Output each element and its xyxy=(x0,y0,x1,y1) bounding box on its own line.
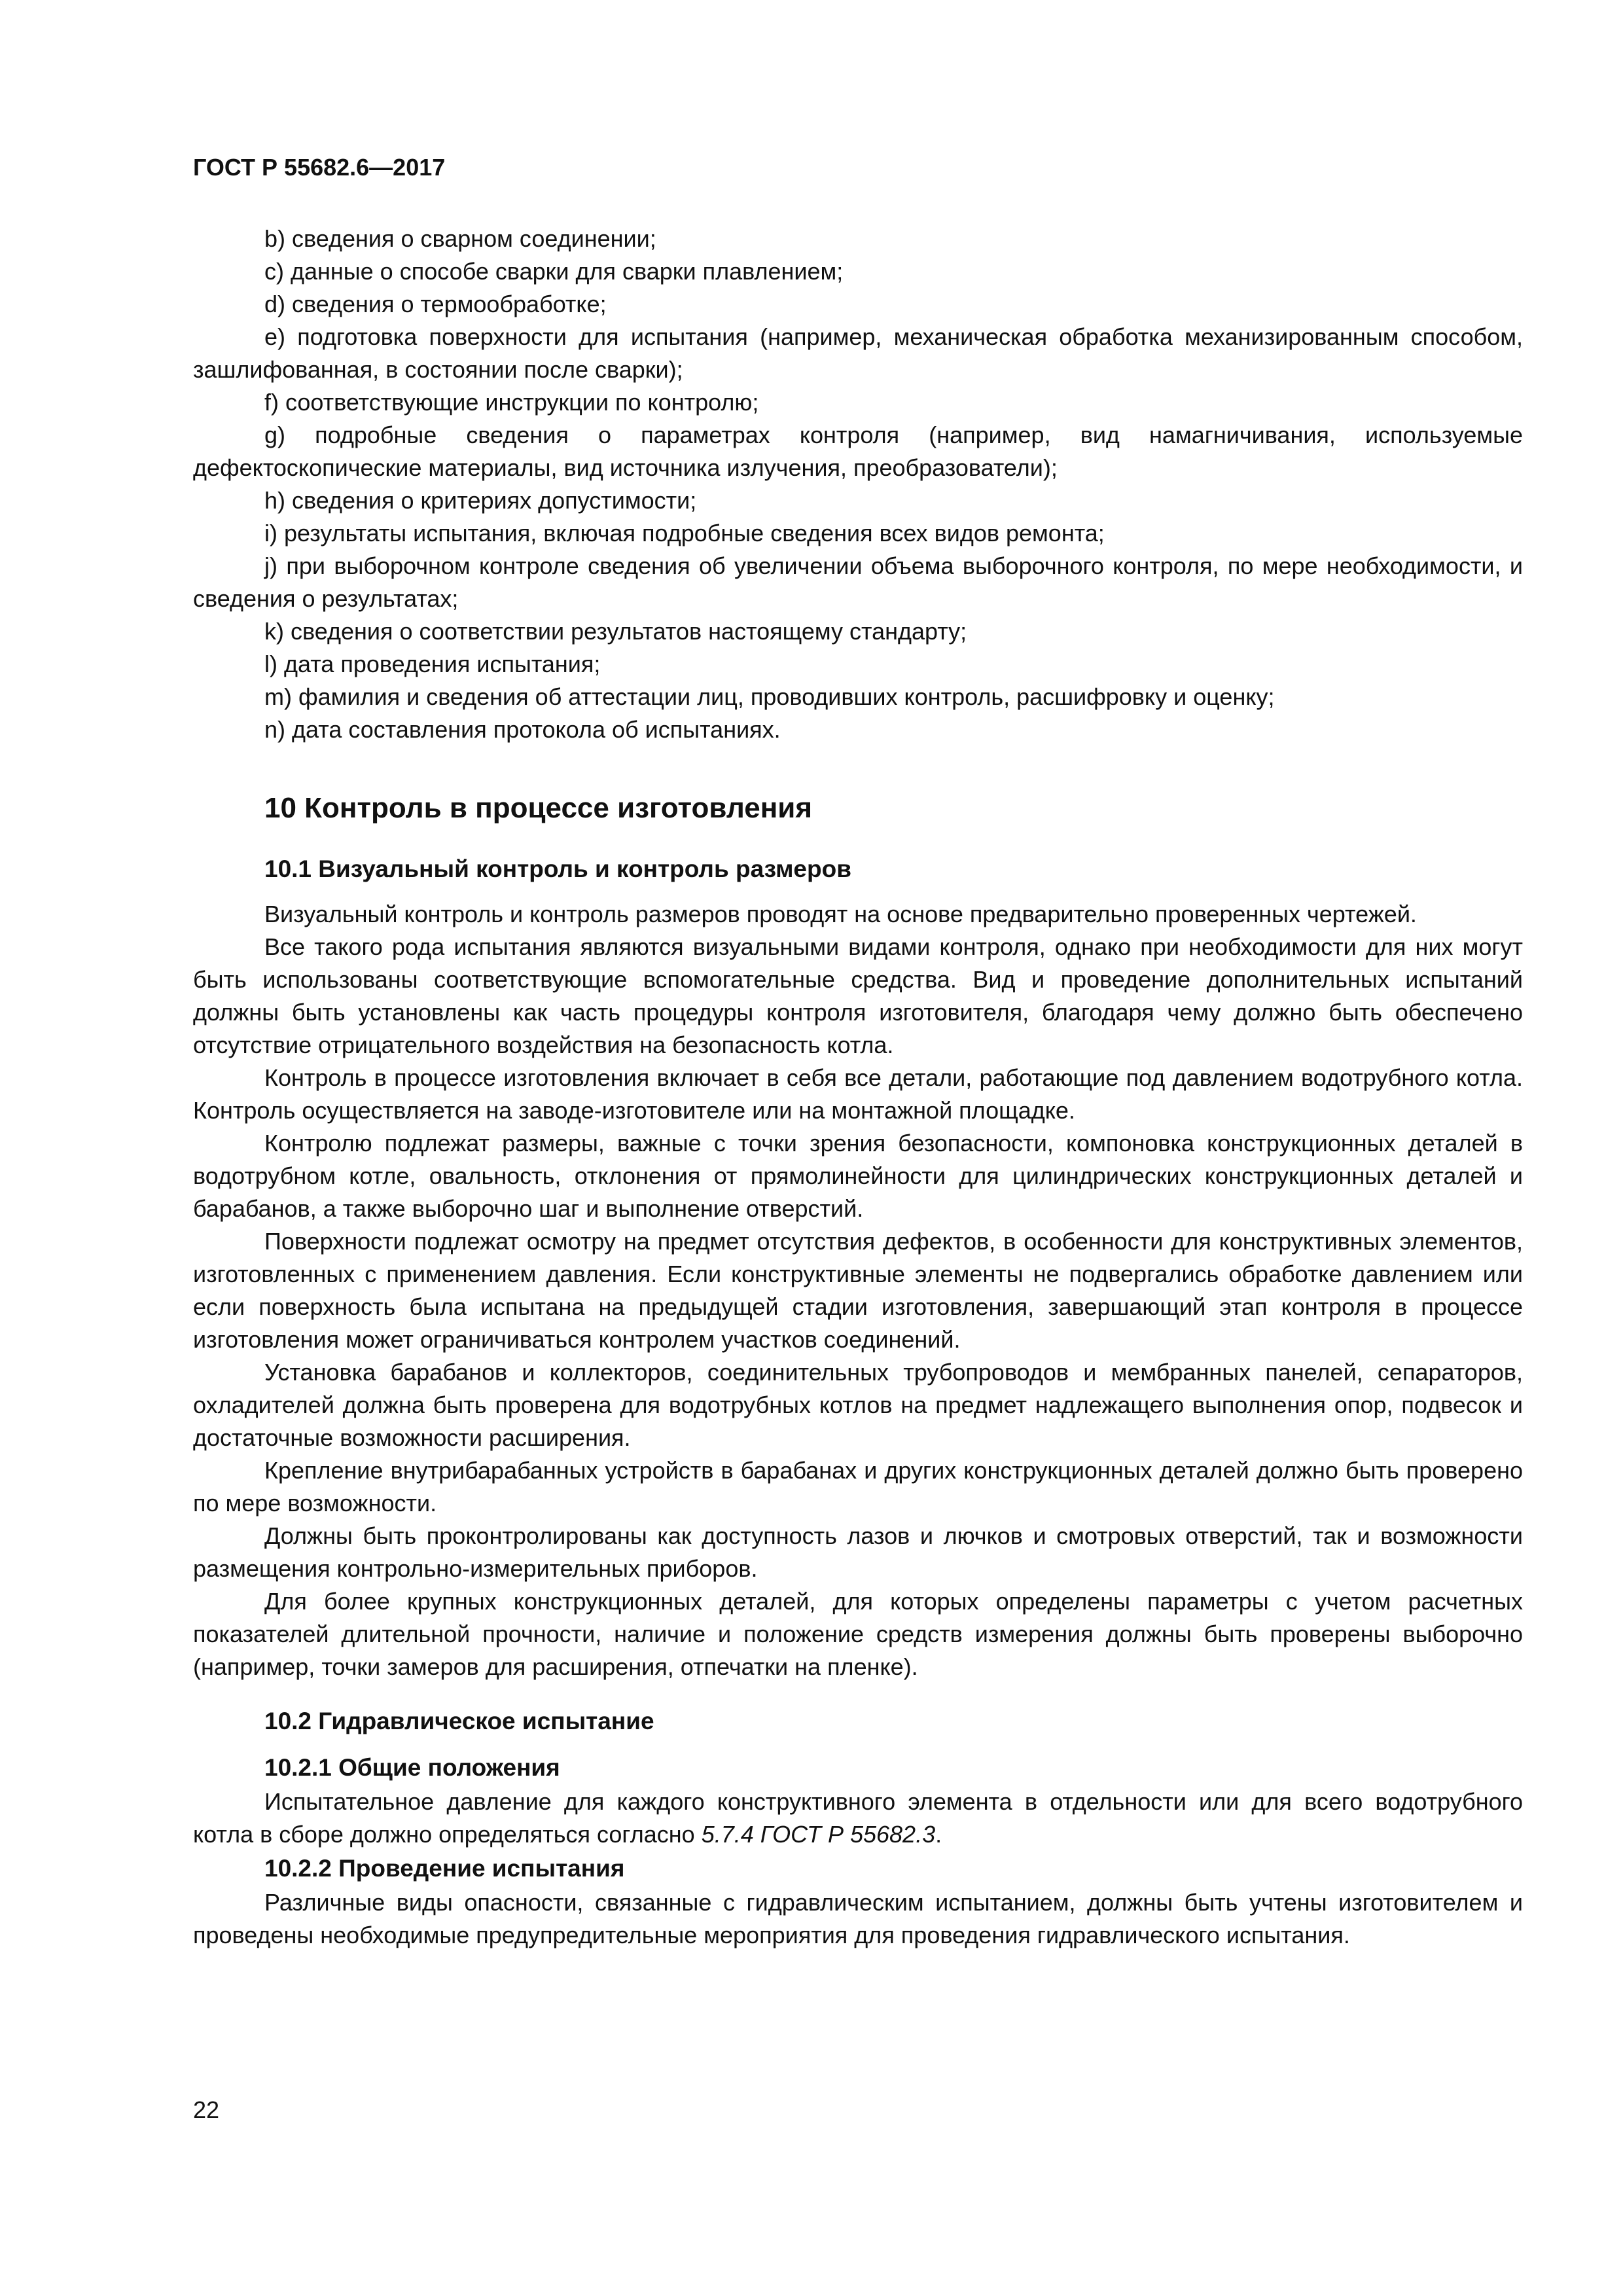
standard-reference: 5.7.4 ГОСТ Р 55682.3 xyxy=(701,1821,936,1848)
list-item-i: i) результаты испытания, включая подробные сведения всех видов ремонта; xyxy=(264,520,1105,547)
clause-10-2-1-heading: 10.2.1 Общие положения xyxy=(264,1754,560,1781)
paragraph: Визуальный контроль и контроль размеров проводят на основе предварительно проверенных чертежей. xyxy=(264,901,1417,927)
subsection-10-1-heading: 10.1 Визуальный контроль и контроль размеров xyxy=(264,855,851,882)
list-item-j: j) при выборочном контроле сведения об увеличении объема выборочного контроля, по мере необходимости, и сведения о результатах; xyxy=(193,552,1523,612)
paragraph: Крепление внутрибарабанных устройств в барабанах и других конструкционных деталей должно быть проверено по мере возможности. xyxy=(193,1457,1523,1516)
page-content xyxy=(193,223,1523,1952)
clause-10-2-2-text: Различные виды опасности, связанные с гидравлическим испытанием, должны быть учтены изготовителем и проведены необходимые предупредительные мероприятия для проведения гидравлического испытания. xyxy=(193,1889,1523,1948)
list-item-m: m) фамилия и сведения об аттестации лиц, проводивших контроль, расшифровку и оценку; xyxy=(264,683,1275,710)
list-item-h: h) сведения о критериях допустимости; xyxy=(264,487,697,514)
paragraph: Для более крупных конструкционных деталей, для которых определены параметры с учетом расчетных показателей длительной прочности, наличие и положение средств измерения должны быть проверены выборочно (например, точки замеров для расширения, отпечатки на пленке). xyxy=(193,1588,1523,1680)
list-item-c: c) данные о способе сварки для сварки плавлением; xyxy=(264,258,844,285)
list-item-b: b) сведения о сварном соединении; xyxy=(264,225,656,252)
subsection-10-2-heading: 10.2 Гидравлическое испытание xyxy=(264,1708,654,1734)
paragraph: Установка барабанов и коллекторов, соединительных трубопроводов и мембранных панелей, сепараторов, охладителей должна быть проверена для водотрубных котлов на предмет надлежащего выполнения опор, подвесок и достаточные возможности расширения. xyxy=(193,1359,1523,1451)
paragraph: Все такого рода испытания являются визуальными видами контроля, однако при необходимости для них могут быть использованы соответствующие вспомогательные средства. Вид и проведение дополнительных испытаний должны быть установлены как часть процедуры контроля изготовителя, благодаря чему должно быть обеспечено отсутствие отрицательного воздействия на безопасность котла. xyxy=(193,933,1523,1058)
report-content-list xyxy=(193,223,1523,746)
clause-10-2-1-text-start: Испытательное давление для каждого конструктивного элемента в отдельности или для всего водотрубного котла в сборе должно определяться согласно xyxy=(193,1788,1523,1848)
clause-10-2-1-text xyxy=(193,1785,1523,1851)
paragraph: Должны быть проконтролированы как доступность лазов и лючков и смотровых отверстий, так и возможности размещения контрольно-измерительных приборов. xyxy=(193,1522,1523,1582)
subsection-10-1-body xyxy=(193,898,1523,1683)
section-10-heading: 10 Контроль в процессе изготовления xyxy=(264,792,812,824)
clause-10-2-2-heading: 10.2.2 Проведение испытания xyxy=(264,1855,625,1882)
list-item-n: n) дата составления протокола об испытаниях. xyxy=(264,716,781,743)
list-item-l: l) дата проведения испытания; xyxy=(264,651,601,677)
paragraph: Поверхности подлежат осмотру на предмет отсутствия дефектов, в особенности для конструктивных элементов, изготовленных с применением давления. Если конструктивные элементы не подвергались обработке давлением или если поверхность была испытана на предыдущей стадии изготовления, завершающий этап контроля в процессе изготовления может ограничиваться контролем участков соединений. xyxy=(193,1228,1523,1353)
list-item-e: e) подготовка поверхности для испытания (например, механическая обработка механизированным способом, зашлифованная, в состоянии после сварки); xyxy=(193,323,1523,383)
paragraph: Контролю подлежат размеры, важные с точки зрения безопасности, компоновка конструкционных деталей в водотрубном котле, овальность, отклонения от прямолинейности для цилиндрических конструкционных деталей и барабанов, а также выборочно шаг и выполнение отверстий. xyxy=(193,1130,1523,1222)
paragraph: Контроль в процессе изготовления включает в себя все детали, работающие под давлением водотрубного котла. Контроль осуществляется на заводе-изготовителе или на монтажной площадке. xyxy=(193,1064,1523,1124)
page-number: 22 xyxy=(193,2096,220,2123)
clause-10-2-1-text-end: . xyxy=(935,1821,942,1848)
list-item-f: f) соответствующие инструкции по контролю; xyxy=(264,389,759,416)
list-item-g: g) подробные сведения о параметрах контроля (например, вид намагничивания, используемые дефектоскопические материалы, вид источника излучения, преобразователи); xyxy=(193,422,1523,481)
list-item-d: d) сведения о термообработке; xyxy=(264,291,607,317)
list-item-k: k) сведения о соответствии результатов настоящему стандарту; xyxy=(264,618,967,645)
standard-code-header: ГОСТ Р 55682.6—2017 xyxy=(193,154,446,181)
